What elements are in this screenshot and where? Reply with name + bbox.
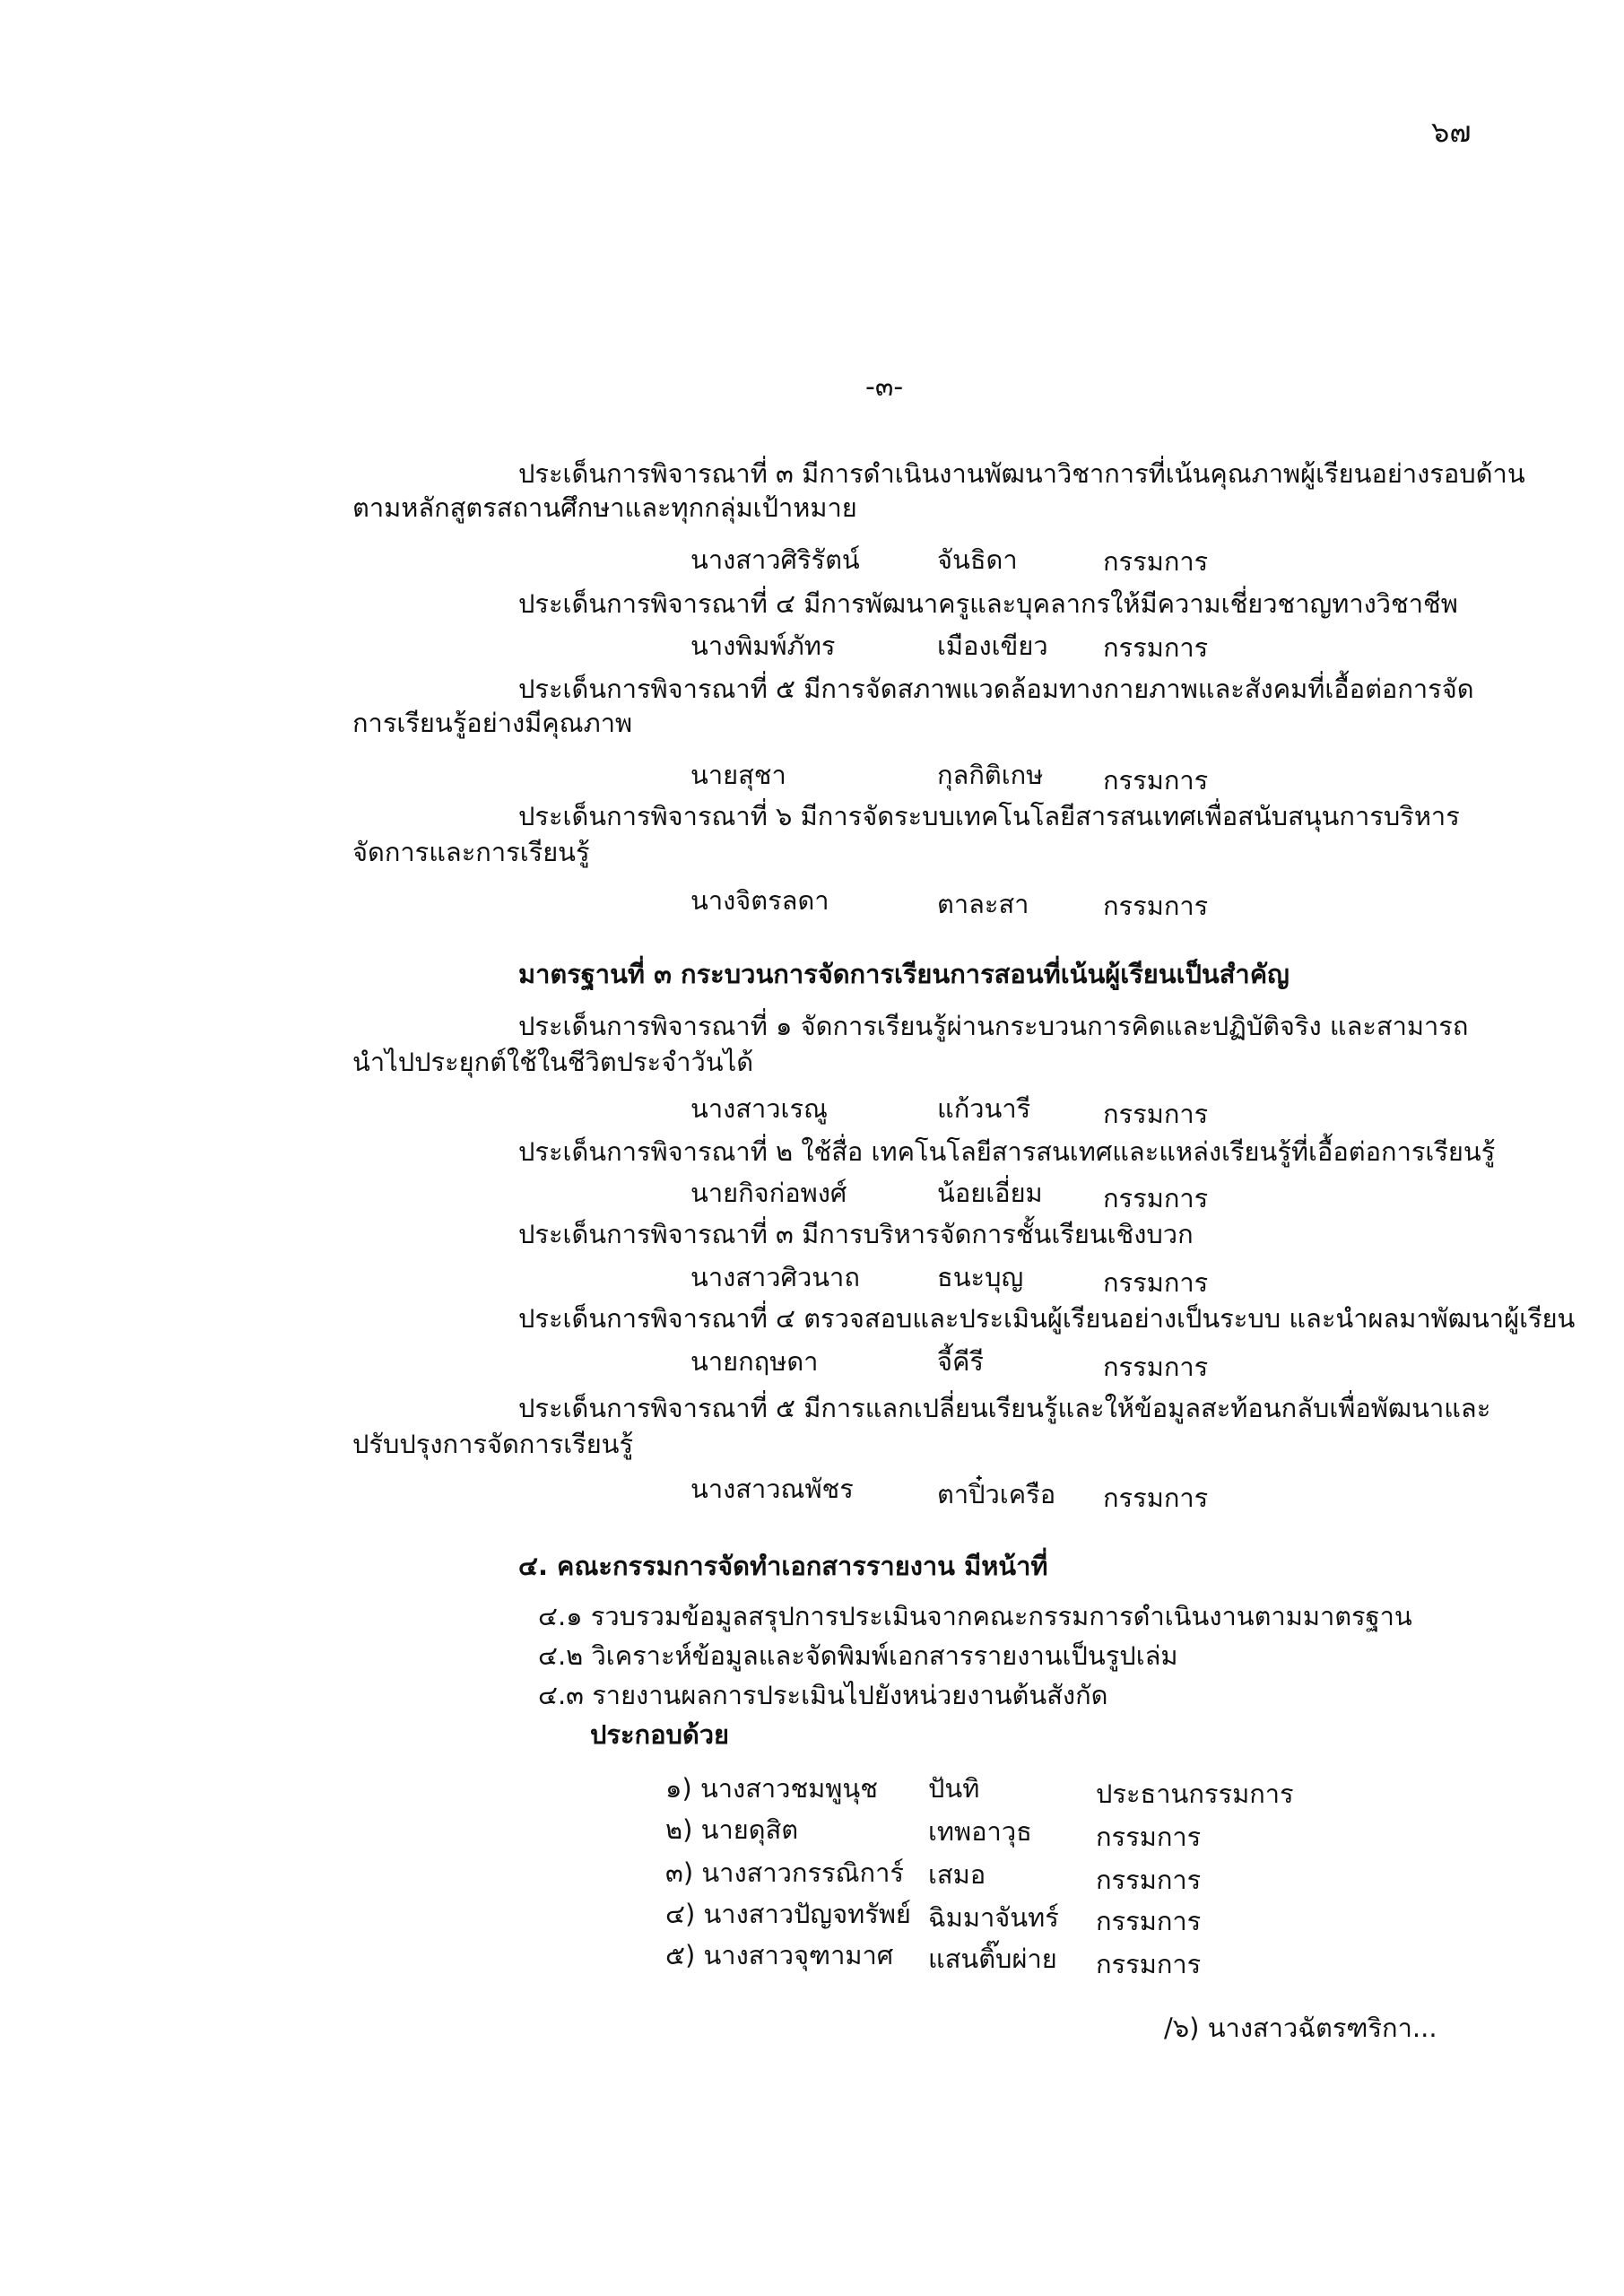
standard-3-heading: มาตรฐานที่ ๓ กระบวนการจัดการเรียนการสอนที่เน้นผู้เรียนเป็นสำคัญ <box>518 959 1290 989</box>
issue-line: ประเด็นการพิจารณาที่ ๔ ตรวจสอบและประเมินผู้เรียนอย่างเป็นระบบ และนำผลมาพัฒนาผู้เรียน <box>518 1303 1576 1334</box>
member-role: กรรมการ <box>1103 1183 1209 1213</box>
member-last-name: ฉิมมาจันทร์ <box>928 1902 1059 1933</box>
issue-line: ประเด็นการพิจารณาที่ ๒ ใช้สื่อ เทคโนโลยีสารสนเทศและแหล่งเรียนรู้ที่เอื้อต่อการเรียนรู้ <box>518 1136 1496 1167</box>
member-role: กรรมการ <box>1103 1267 1209 1298</box>
member-first-name: ๒) นายดุสิต <box>665 1814 799 1845</box>
member-last-name: เสมอ <box>928 1859 986 1890</box>
member-role: กรรมการ <box>1103 1483 1209 1513</box>
member-last-name: จันธิดา <box>937 544 1018 575</box>
member-last-name: จี้คีรี <box>937 1346 984 1377</box>
committee-4-heading: ๔. คณะกรรมการจัดทำเอกสารรายงาน มีหน้าที่ <box>518 1551 1048 1581</box>
member-role: กรรมการ <box>1103 632 1209 663</box>
issue-line-cont: จัดการและการเรียนรู้ <box>352 837 590 867</box>
member-first-name: นางสาวเรณู <box>690 1093 828 1124</box>
member-last-name: เทพอาวุธ <box>928 1816 1032 1847</box>
issue-line: ประเด็นการพิจารณาที่ ๑ จัดการเรียนรู้ผ่านกระบวนการคิดและปฏิบัติจริง และสามารถ <box>518 1011 1469 1041</box>
issue-line: ประเด็นการพิจารณาที่ ๓ มีการดำเนินงานพัฒนาวิชาการที่เน้นคุณภาพผู้เรียนอย่างรอบด้าน <box>518 458 1525 489</box>
member-first-name: ๕) นางสาวจุฑามาศ <box>665 1940 894 1970</box>
member-role: กรรมการ <box>1103 546 1209 577</box>
page-number: ๖๗ <box>1431 115 1472 149</box>
member-first-name: ๑) นางสาวชมพูนุช <box>665 1773 878 1804</box>
member-last-name: ตาปิ๋วเครือ <box>937 1479 1056 1509</box>
member-last-name: กุลกิติเกษ <box>937 760 1044 790</box>
member-first-name: นางสาวศิวนาถ <box>690 1262 860 1292</box>
member-first-name: นางพิมพ์ภัทร <box>690 631 836 661</box>
member-first-name: นางสาวณพัชร <box>690 1474 854 1504</box>
sub-page-number: -๓- <box>865 371 904 403</box>
duty-item: ๔.๑ รวบรวมข้อมูลสรุปการประเมินจากคณะกรรมการดำเนินงานตามมาตรฐาน <box>538 1601 1412 1631</box>
member-last-name: ตาละสา <box>937 889 1029 919</box>
issue-line-cont: การเรียนรู้อย่างมีคุณภาพ <box>352 708 633 738</box>
member-role: กรรมการ <box>1103 765 1209 796</box>
member-role: กรรมการ <box>1096 1822 1202 1852</box>
continuation-note: /๖) นางสาวฉัตรฑริกา... <box>1164 2013 1437 2043</box>
member-role: กรรมการ <box>1103 1099 1209 1129</box>
member-role: กรรมการ <box>1103 891 1209 921</box>
member-last-name: แสนติ๊บผ่าย <box>928 1944 1057 1974</box>
issue-line-cont: ตามหลักสูตรสถานศึกษาและทุกกลุ่มเป้าหมาย <box>352 492 857 523</box>
issue-line: ประเด็นการพิจารณาที่ ๔ มีการพัฒนาครูและบุคลากรให้มีความเชี่ยวชาญทางวิชาชีพ <box>518 588 1458 619</box>
issue-line: ประเด็นการพิจารณาที่ ๕ มีการจัดสภาพแวดล้อมทางกายภาพและสังคมที่เอื้อต่อการจัด <box>518 674 1474 704</box>
member-first-name: นายกิจก่อพงศ์ <box>690 1178 847 1208</box>
member-last-name: น้อยเอี่ยม <box>937 1178 1043 1208</box>
issue-line-cont: ปรับปรุงการจัดการเรียนรู้ <box>352 1429 634 1459</box>
member-first-name: ๔) นางสาวปัญจทรัพย์ <box>665 1899 911 1929</box>
issue-line: ประเด็นการพิจารณาที่ ๓ มีการบริหารจัดการชั้นเรียนเชิงบวก <box>518 1219 1194 1249</box>
issue-line: ประเด็นการพิจารณาที่ ๖ มีการจัดระบบเทคโนโลยีสารสนเทศเพื่อสนับสนุนการบริหาร <box>518 801 1460 831</box>
issue-line-cont: นำไปประยุกต์ใช้ในชีวิตประจำวันได้ <box>352 1047 754 1077</box>
member-role: กรรมการ <box>1103 1352 1209 1382</box>
issue-line: ประเด็นการพิจารณาที่ ๕ มีการแลกเปลี่ยนเรียนรู้และให้ข้อมูลสะท้อนกลับเพื่อพัฒนาและ <box>518 1393 1491 1423</box>
member-role: กรรมการ <box>1096 1865 1202 1895</box>
member-last-name: ธนะบุญ <box>937 1262 1024 1292</box>
member-first-name: นางจิตรลดา <box>690 885 829 916</box>
member-role: ประธานกรรมการ <box>1096 1779 1294 1809</box>
member-last-name: เมืองเขียว <box>937 631 1048 661</box>
member-first-name: ๓) นางสาวกรรณิการ์ <box>665 1857 904 1888</box>
member-role: กรรมการ <box>1096 1906 1202 1936</box>
duty-item: ๔.๒ วิเคราะห์ข้อมูลและจัดพิมพ์เอกสารรายงานเป็นรูปเล่ม <box>538 1640 1178 1671</box>
member-first-name: นายสุชา <box>690 760 786 790</box>
composed-of-label: ประกอบด้วย <box>590 1719 730 1750</box>
member-role: กรรมการ <box>1096 1949 1202 1979</box>
member-last-name: แก้วนารี <box>937 1093 1031 1124</box>
member-first-name: นางสาวศิริรัตน์ <box>690 544 860 575</box>
duty-item: ๔.๓ รายงานผลการประเมินไปยังหน่วยงานต้นสังกัด <box>538 1680 1108 1710</box>
member-first-name: นายกฤษดา <box>690 1346 819 1377</box>
member-last-name: ปันทิ <box>928 1773 980 1804</box>
